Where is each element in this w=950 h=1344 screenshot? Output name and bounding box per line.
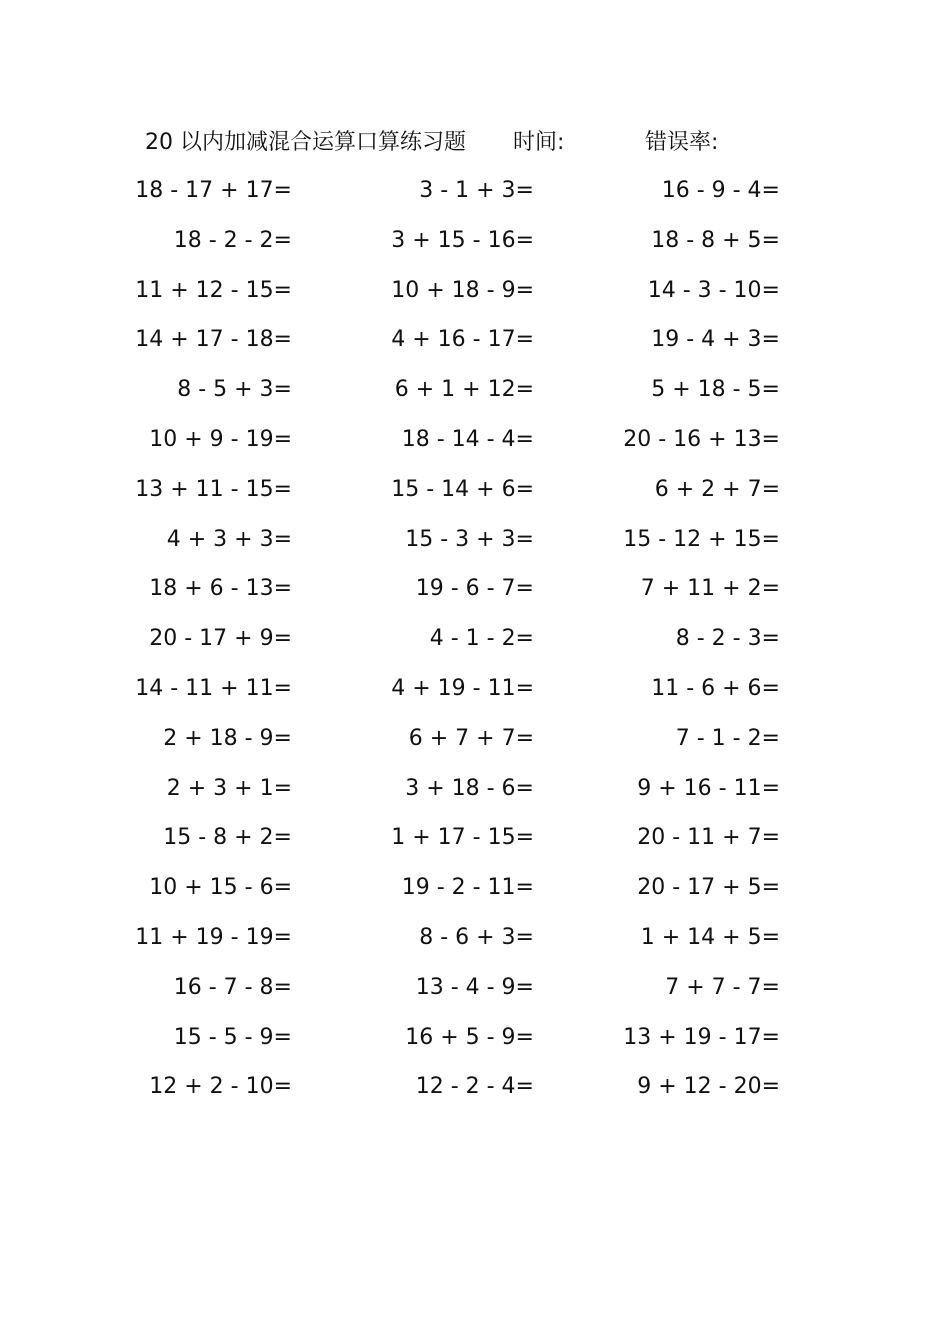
math-problem: 4 - 1 - 2= [429,626,534,652]
problem-grid [0,174,950,1120]
problem-row [0,772,950,822]
math-problem: 14 - 3 - 10= [647,277,780,303]
problem-row [0,871,950,921]
math-problem: 15 - 8 + 2= [163,825,292,851]
math-problem: 6 + 2 + 7= [654,476,780,502]
math-problem: 9 + 16 - 11= [637,775,780,801]
math-problem: 18 - 14 - 4= [401,426,534,452]
problem-row [0,622,950,672]
problem-row [0,1021,950,1071]
math-problem: 18 + 6 - 13= [149,576,292,602]
math-problem: 16 - 9 - 4= [661,178,780,203]
math-problem: 11 + 12 - 15= [135,277,292,303]
worksheet-header [145,126,845,160]
time-label: 时间: [513,130,565,155]
math-problem: 10 + 9 - 19= [149,426,292,452]
problem-row [0,323,950,373]
problem-row [0,174,950,224]
math-problem: 6 + 7 + 7= [408,725,534,751]
math-problem: 7 + 11 + 2= [640,576,780,602]
problem-row [0,1070,950,1120]
problem-row [0,274,950,324]
problem-row [0,821,950,871]
math-problem: 7 - 1 - 2= [675,725,780,751]
math-problem: 3 + 15 - 16= [391,227,534,253]
math-problem: 20 - 17 + 5= [637,875,780,901]
math-problem: 9 + 12 - 20= [637,1074,780,1100]
math-problem: 1 + 14 + 5= [640,924,780,950]
worksheet-title: 20 以内加减混合运算口算练习题 [145,130,466,155]
math-problem: 7 + 7 - 7= [665,974,780,1000]
math-problem: 4 + 3 + 3= [166,526,292,552]
math-problem: 13 + 19 - 17= [623,1024,780,1050]
math-problem: 13 + 11 - 15= [135,476,292,502]
math-problem: 19 - 6 - 7= [415,576,534,602]
math-problem: 15 - 5 - 9= [173,1024,292,1050]
math-problem: 11 + 19 - 19= [135,924,292,950]
math-problem: 19 - 2 - 11= [401,875,534,901]
problem-row [0,971,950,1021]
math-problem: 2 + 18 - 9= [163,725,292,751]
math-problem: 2 + 3 + 1= [166,775,292,801]
math-problem: 4 + 16 - 17= [391,327,534,353]
problem-row [0,572,950,622]
math-problem: 16 + 5 - 9= [405,1024,534,1050]
error-rate-label: 错误率: [645,130,719,155]
math-problem: 18 - 17 + 17= [135,178,292,203]
math-problem: 20 - 11 + 7= [637,825,780,851]
math-problem: 4 + 19 - 11= [391,675,534,701]
math-problem: 8 - 6 + 3= [419,924,534,950]
problem-row [0,473,950,523]
math-problem: 18 - 8 + 5= [651,227,780,253]
math-problem: 20 - 17 + 9= [149,626,292,652]
math-problem: 11 - 6 + 6= [651,675,780,701]
math-problem: 19 - 4 + 3= [651,327,780,353]
math-problem: 15 - 14 + 6= [391,476,534,502]
math-problem: 10 + 18 - 9= [391,277,534,303]
math-problem: 6 + 1 + 12= [394,377,534,403]
math-problem: 15 - 3 + 3= [405,526,534,552]
math-problem: 8 - 5 + 3= [177,377,292,403]
problem-row [0,373,950,423]
math-problem: 3 - 1 + 3= [419,178,534,203]
math-problem: 12 - 2 - 4= [415,1074,534,1100]
math-problem: 14 + 17 - 18= [135,327,292,353]
math-problem: 5 + 18 - 5= [651,377,780,403]
math-problem: 18 - 2 - 2= [173,227,292,253]
math-problem: 14 - 11 + 11= [135,675,292,701]
math-problem: 12 + 2 - 10= [149,1074,292,1100]
math-problem: 13 - 4 - 9= [415,974,534,1000]
problem-row [0,722,950,772]
problem-row [0,224,950,274]
problem-row [0,423,950,473]
math-problem: 1 + 17 - 15= [391,825,534,851]
math-problem: 8 - 2 - 3= [675,626,780,652]
problem-row [0,672,950,722]
problem-row [0,523,950,573]
math-problem: 20 - 16 + 13= [623,426,780,452]
math-problem: 10 + 15 - 6= [149,875,292,901]
problem-row [0,921,950,971]
math-problem: 15 - 12 + 15= [623,526,780,552]
math-problem: 16 - 7 - 8= [173,974,292,1000]
math-problem: 3 + 18 - 6= [405,775,534,801]
